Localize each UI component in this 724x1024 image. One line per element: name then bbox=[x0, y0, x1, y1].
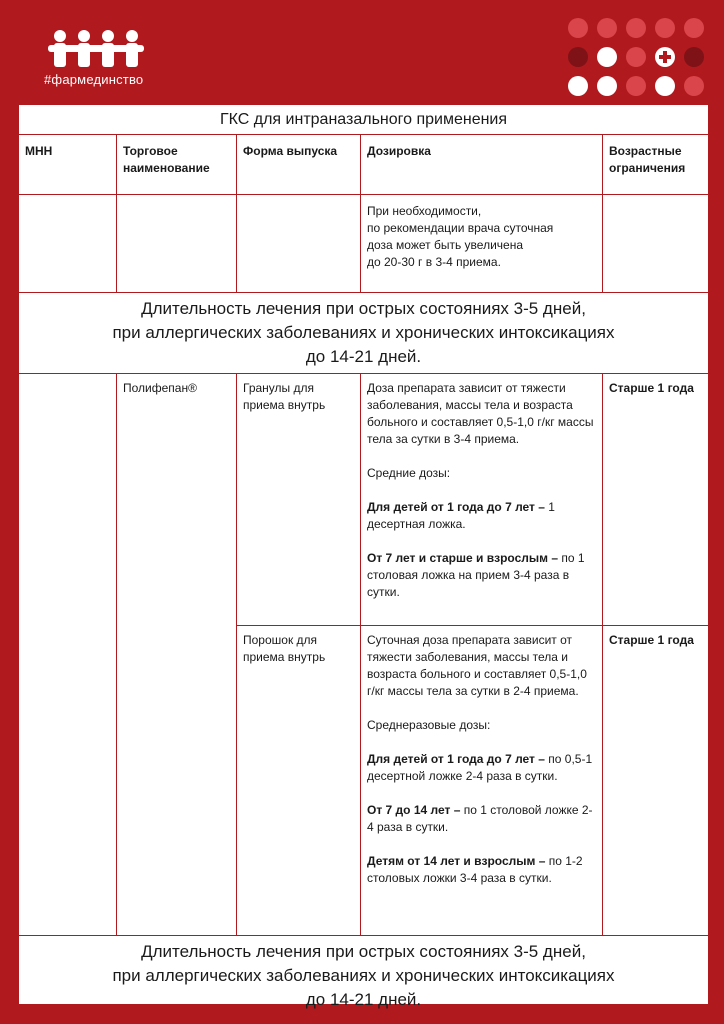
dosage-item-text: по 1 столовая ложка на прием 3-4 раза в сутки. bbox=[367, 551, 585, 599]
brand-hashtag: #фармединство bbox=[44, 72, 144, 87]
dot-icon bbox=[655, 18, 675, 38]
dosage-item-text: 1 десертная ложка. bbox=[367, 500, 555, 531]
dosage-item-group: Детям от 14 лет и взрослым – bbox=[367, 854, 546, 868]
dosage-item bbox=[367, 751, 596, 785]
decorative-dots bbox=[568, 18, 704, 96]
dosage-item-group: От 7 лет и старше и взрослым – bbox=[367, 551, 559, 565]
table-title: ГКС для интраназального применения bbox=[19, 105, 709, 135]
dot-icon bbox=[568, 47, 588, 67]
cell-dosage: При необходимости, по рекомендации врача суточная доза может быть увеличена до 20-30 г в 3-4 приема. bbox=[361, 195, 603, 293]
cell-dosage bbox=[361, 626, 603, 936]
dosage-item bbox=[367, 499, 596, 533]
cell-empty bbox=[603, 195, 709, 293]
cell-empty bbox=[117, 195, 237, 293]
dot-icon bbox=[568, 76, 588, 96]
dot-icon bbox=[626, 76, 646, 96]
dosage-intro: Доза препарата зависит от тяжести заболевания, массы тела и возраста больного и составляет 0,5-1,0 г/кг массы тела за сутки в 3-4 приема. bbox=[367, 381, 594, 446]
document-sheet bbox=[18, 104, 708, 1009]
people-group-icon bbox=[46, 28, 146, 68]
dosage-avg-label: Средние дозы: bbox=[367, 466, 451, 480]
dosage-item-text: по 0,5-1 десертной ложке 2-4 раза в сутки. bbox=[367, 752, 593, 783]
duration-line: до 14-21 дней. bbox=[305, 347, 422, 366]
dot-icon bbox=[626, 47, 646, 67]
dot-icon bbox=[597, 76, 617, 96]
drug-table bbox=[18, 104, 709, 1017]
dosage-avg-label: Среднеразовые дозы: bbox=[367, 718, 491, 732]
header-trade-name: Торговое наименование bbox=[117, 135, 237, 195]
treatment-duration-note bbox=[19, 936, 709, 1017]
cell-mnn-empty bbox=[19, 374, 117, 936]
dot-icon bbox=[597, 18, 617, 38]
dosage-item-group: Для детей от 1 года до 7 лет – bbox=[367, 500, 545, 514]
duration-line: Длительность лечения при острых состояниях 3-5 дней, bbox=[141, 942, 586, 961]
dosage-item-group: Для детей от 1 года до 7 лет – bbox=[367, 752, 545, 766]
cell-trade-name: Полифепан® bbox=[117, 374, 237, 936]
table-row bbox=[19, 374, 709, 626]
duration-line: до 14-21 дней. bbox=[305, 990, 422, 1009]
duration-line: Длительность лечения при острых состояниях 3-5 дней, bbox=[141, 299, 586, 318]
dosage-intro: Суточная доза препарата зависит от тяжести заболевания, массы тела и возраста больного и составляет 0,5-1,0 г/кг массы тела за сутки в 2-4 приема. bbox=[367, 633, 587, 698]
header-age: Возрастные ограничения bbox=[603, 135, 709, 195]
cell-age: Старше 1 года bbox=[603, 374, 709, 626]
brand-logo bbox=[46, 28, 166, 68]
dot-icon bbox=[655, 76, 675, 96]
cell-dosage bbox=[361, 374, 603, 626]
duration-line: при аллергических заболеваниях и хронических интоксикациях bbox=[112, 966, 615, 985]
cell-empty bbox=[237, 195, 361, 293]
cell-form: Порошок для приема внутрь bbox=[237, 626, 361, 936]
cell-form: Гранулы для приема внутрь bbox=[237, 374, 361, 626]
medical-cross-icon bbox=[655, 47, 675, 67]
dosage-item-text: по 1-2 столовых ложки 3-4 раза в сутки. bbox=[367, 854, 583, 885]
dosage-item-group: От 7 до 14 лет – bbox=[367, 803, 461, 817]
header-form: Форма выпуска bbox=[237, 135, 361, 195]
dot-icon bbox=[597, 47, 617, 67]
dot-icon bbox=[684, 47, 704, 67]
cell-empty bbox=[19, 195, 117, 293]
dosage-item bbox=[367, 802, 596, 836]
dot-icon bbox=[684, 18, 704, 38]
dot-icon bbox=[626, 18, 646, 38]
header-dosage: Дозировка bbox=[361, 135, 603, 195]
dot-icon bbox=[684, 76, 704, 96]
table-header-row bbox=[19, 135, 709, 195]
treatment-duration-note bbox=[19, 293, 709, 374]
dosage-item-text: по 1 столовой ложке 2-4 раза в сутки. bbox=[367, 803, 593, 834]
dot-icon bbox=[568, 18, 588, 38]
cell-age: Старше 1 года bbox=[603, 626, 709, 936]
duration-line: при аллергических заболеваниях и хронических интоксикациях bbox=[112, 323, 615, 342]
header-mnn: МНН bbox=[19, 135, 117, 195]
dosage-item bbox=[367, 550, 596, 601]
dosage-item bbox=[367, 853, 596, 887]
table-row bbox=[19, 195, 709, 293]
